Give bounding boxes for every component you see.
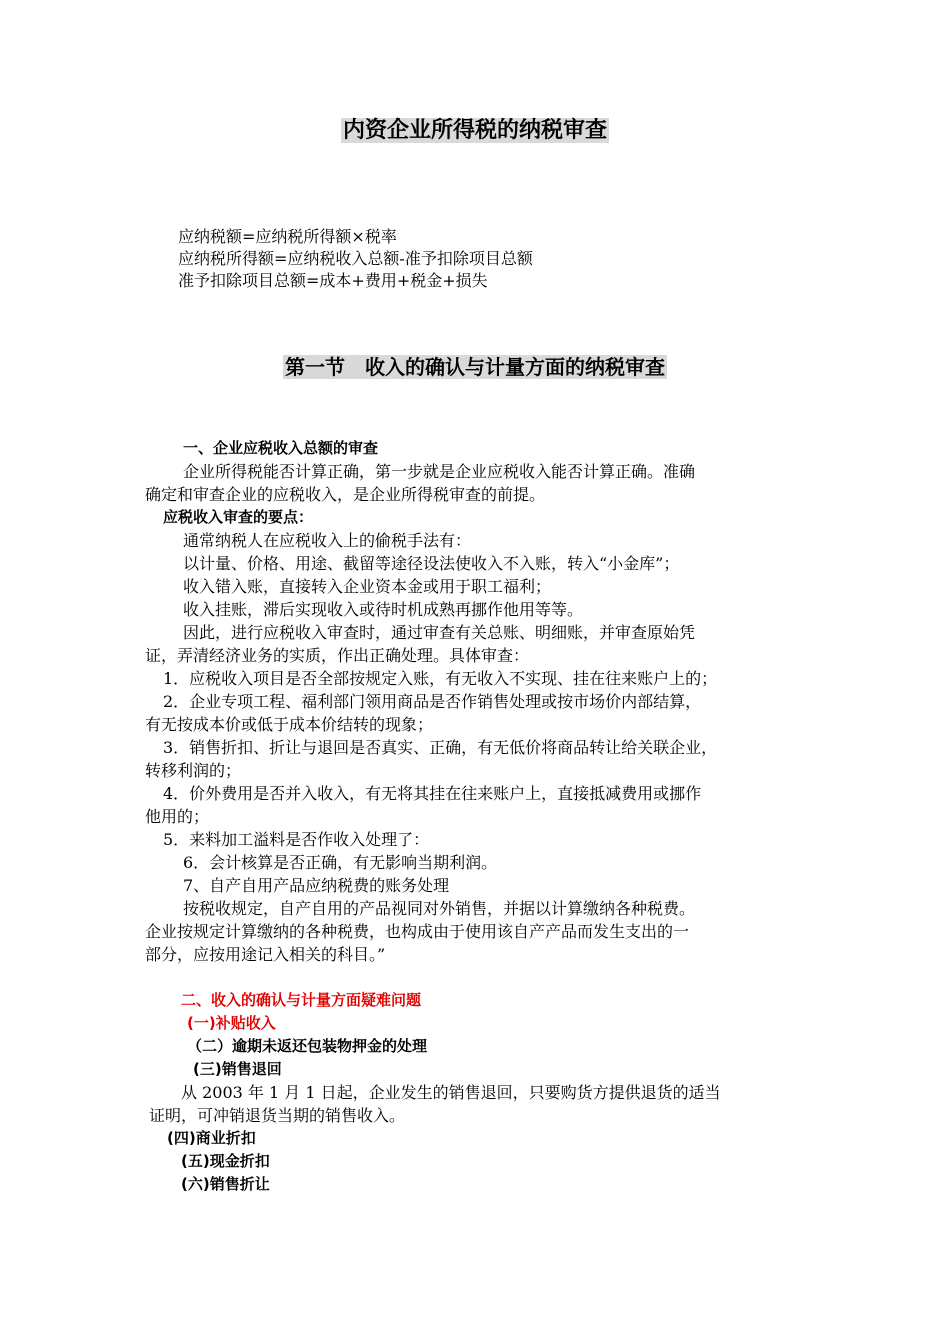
key-points-heading: 应税收入审查的要点： (163, 508, 314, 526)
review-item-cont: 有无按成本价或低于成本价结转的现象； (145, 715, 434, 734)
review-item: 7、自产自用产品应纳税费的账务处理 (183, 876, 450, 895)
section-body (145, 437, 817, 1196)
review-item: 1．应税收入项目是否全部按规定入账，有无收入不实现、挂在往来账户上的； (163, 669, 718, 688)
formula-line: 准予扣除项目总额=成本+费用+税金+损失 (178, 271, 488, 290)
formula-line: 应纳税额=应纳税所得额×税率 (178, 227, 397, 246)
formula-line: 应纳税所得额=应纳税收入总额-准予扣除项目总额 (178, 249, 533, 268)
part2-heading: 二、收入的确认与计量方面疑难问题 (181, 991, 422, 1009)
review-item: 3．销售折扣、折让与退回是否真实、正确，有无低价将商品转让给关联企业， (163, 738, 718, 757)
part1-heading: 一、企业应税收入总额的审查 (183, 439, 379, 457)
paragraph-line: 证，弄清经济业务的实质，作出正确处理。具体审查： (145, 646, 530, 665)
review-item: 4．价外费用是否并入收入，有无将其挂在往来账户上，直接抵减费用或挪作 (163, 784, 702, 803)
paragraph-line: 按税收规定，自产自用的产品视同对外销售，并据以计算缴纳各种税费。 (183, 899, 696, 918)
subheading-sales-return: (三)销售退回 (193, 1060, 282, 1078)
review-item-cont: 转移利润的； (145, 761, 242, 780)
review-item: 5．来料加工溢料是否作收入处理了： (163, 830, 430, 849)
paragraph-line: 因此，进行应税收入审查时，通过审查有关总账、明细账，并审查原始凭 (183, 623, 696, 642)
document-title (0, 116, 950, 146)
paragraph-line: 企业所得税能否计算正确，第一步就是企业应税收入能否计算正确。准确 (183, 462, 696, 481)
subheading-subsidy: (一)补贴收入 (187, 1014, 276, 1032)
paragraph-line: 企业按规定计算缴纳的各种税费，也构成由于使用该自产产品而发生支出的一 (145, 922, 690, 941)
paragraph-line: 部分，应按用途记入相关的科目。” (145, 945, 386, 964)
review-item: 6．会计核算是否正确，有无影响当期利润。 (183, 853, 498, 872)
subheading-sales-allowance: (六)销售折让 (181, 1175, 270, 1193)
section-title-text: 第一节 收入的确认与计量方面的纳税审查 (285, 355, 665, 379)
paragraph-line: 收入错入账，直接转入企业资本金或用于职工福利； (183, 577, 552, 596)
paragraph-line: 确定和审查企业的应税收入，是企业所得税审查的前提。 (145, 485, 546, 504)
paragraph-line: 通常纳税人在应税收入上的偷税手法有： (183, 531, 472, 550)
review-item: 2．企业专项工程、福利部门领用商品是否作销售处理或按市场价内部结算， (163, 692, 702, 711)
document-title-text: 内资企业所得税的纳税审查 (342, 118, 607, 143)
paragraph-line: 证明，可冲销退货当期的销售收入。 (149, 1106, 406, 1125)
subheading-deposit: （二）逾期未返还包装物押金的处理 (187, 1037, 428, 1055)
formula-block (178, 226, 878, 292)
review-item-cont: 他用的； (145, 807, 210, 826)
subheading-cash-discount: (五)现金折扣 (181, 1152, 270, 1170)
section-title (0, 352, 950, 382)
paragraph-line: 以计量、价格、用途、截留等途径设法使收入不入账，转入“小金库”； (183, 554, 680, 573)
subheading-trade-discount: (四)商业折扣 (167, 1129, 256, 1147)
paragraph-line: 从 2003 年 1 月 1 日起，企业发生的销售退回，只要购货方提供退货的适当 (181, 1083, 721, 1102)
spacer (145, 966, 817, 989)
paragraph-line: 收入挂账，滞后实现收入或待时机成熟再挪作他用等等。 (183, 600, 584, 619)
